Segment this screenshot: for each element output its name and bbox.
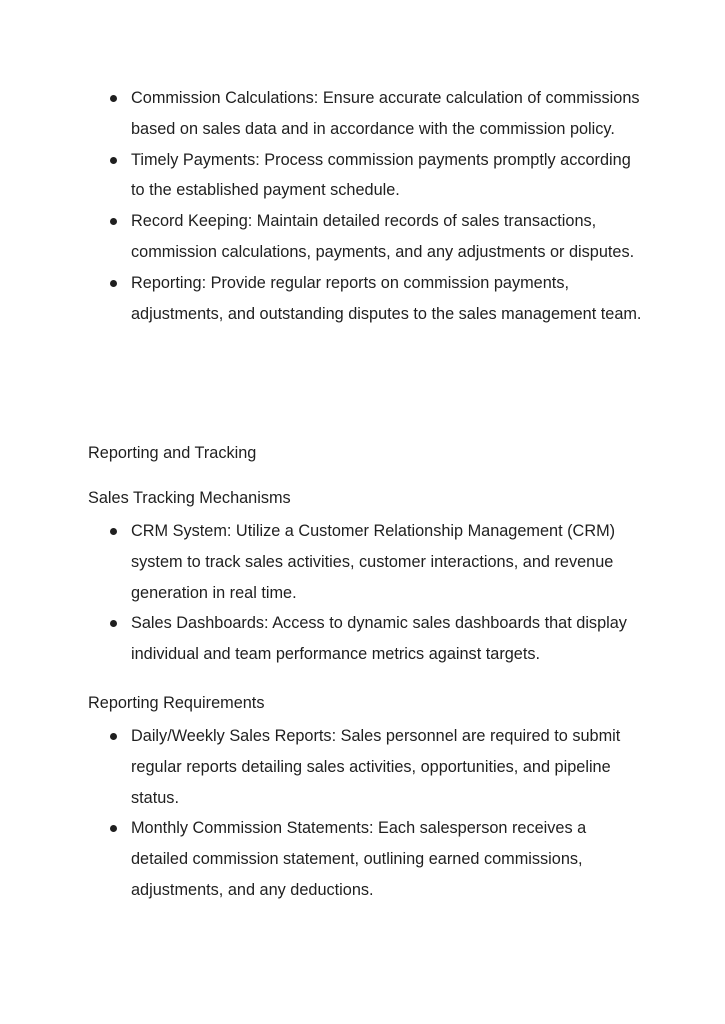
- bullet-icon: [110, 157, 117, 164]
- bullet-icon: [110, 280, 117, 287]
- list-item-text: Sales Dashboards: Access to dynamic sales dashboards that display individual and team performance metrics against targets.: [131, 614, 627, 664]
- list-item: [0, 721, 725, 813]
- sales-tracking-list: [0, 516, 725, 670]
- list-item-text: Record Keeping: Maintain detailed records of sales transactions, commission calculations, payments, and any adjustments or disputes.: [131, 212, 635, 261]
- list-item-text: Commission Calculations: Ensure accurate calculation of commissions based on sales data and in accordance with the commission policy.: [131, 89, 640, 138]
- reporting-requirements-list: [0, 721, 725, 906]
- list-item-text: Reporting: Provide regular reports on commission payments, adjustments, and outstanding disputes to the sales management team.: [131, 273, 642, 323]
- subsection-heading-reporting-requirements: Reporting Requirements: [88, 694, 265, 712]
- list-item-text: Timely Payments: Process commission payments promptly according to the established payment schedule.: [131, 150, 631, 200]
- bullet-icon: [110, 733, 117, 740]
- list-item: [0, 813, 725, 905]
- bullet-icon: [110, 95, 117, 102]
- bullet-icon: [110, 620, 117, 627]
- list-item: [0, 145, 725, 207]
- subsection-heading-sales-tracking: Sales Tracking Mechanisms: [88, 489, 291, 507]
- list-item: [0, 268, 725, 330]
- list-item-text: Monthly Commission Statements: Each salesperson receives a detailed commission statement, outlining earned commissions, adjustments, and any deductions.: [131, 819, 587, 899]
- bullet-icon: [110, 825, 117, 832]
- list-item: [0, 516, 725, 608]
- bullet-icon: [110, 218, 117, 225]
- list-item-text: Daily/Weekly Sales Reports: Sales personnel are required to submit regular reports detailing sales activities, opportunities, and pipeline status.: [131, 727, 621, 807]
- list-item: [0, 206, 725, 268]
- list-item-text: CRM System: Utilize a Customer Relationship Management (CRM) system to track sales activities, customer interactions, and revenue generation in real time.: [131, 522, 616, 602]
- list-item: [0, 608, 725, 670]
- bullet-icon: [110, 528, 117, 535]
- list-item: [0, 83, 725, 145]
- commission-duties-list: [0, 83, 725, 329]
- section-heading: Reporting and Tracking: [88, 444, 257, 462]
